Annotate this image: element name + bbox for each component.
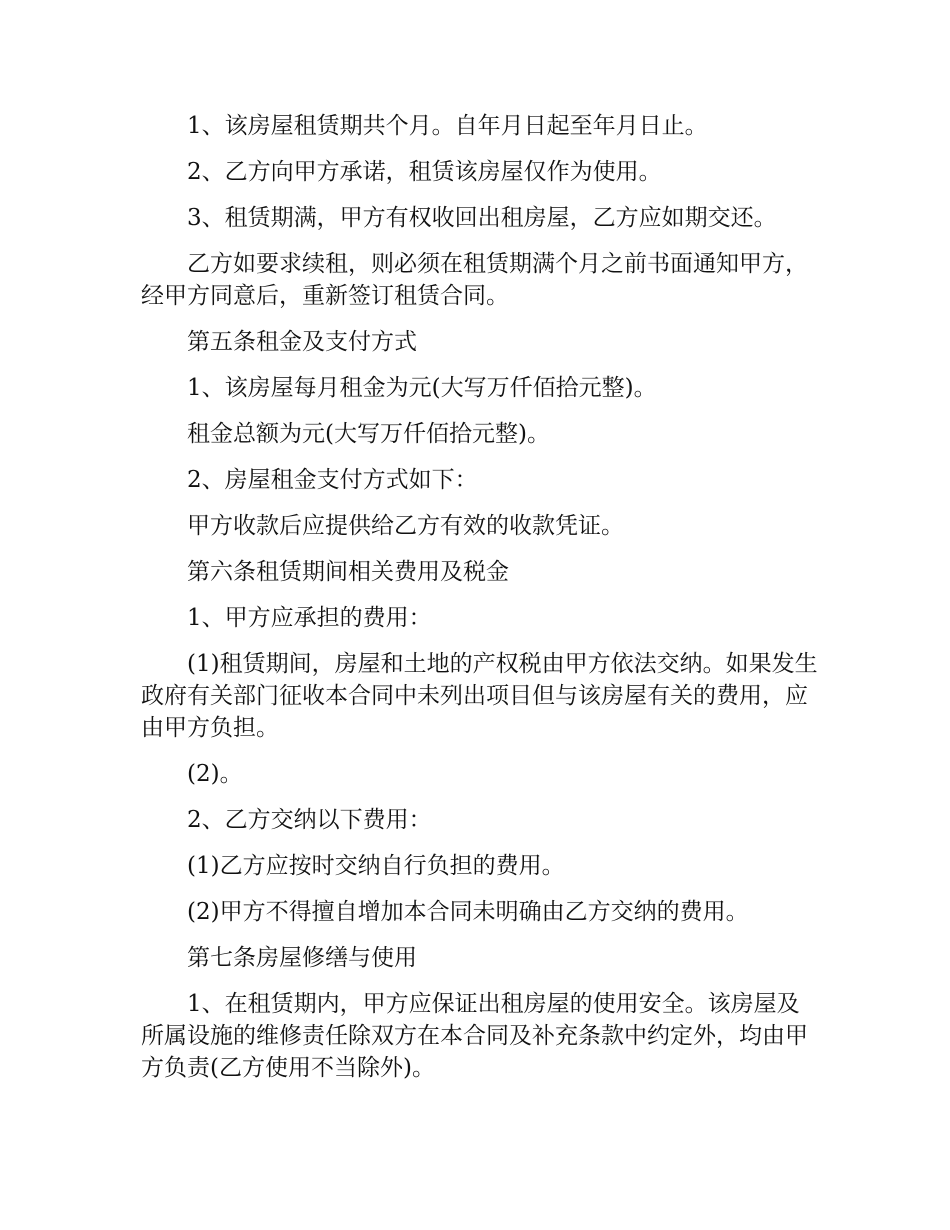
article-heading: 第六条租赁期间相关费用及税金 <box>187 559 509 585</box>
clause-paragraph: (2)。 <box>187 761 243 787</box>
clause-paragraph: 1、该房屋租赁期共个月。自年月日起至年月日止。 <box>187 113 708 139</box>
clause-paragraph: (2)甲方不得擅自增加本合同未明确由乙方交纳的费用。 <box>187 899 749 925</box>
clause-paragraph: 1、在租赁期内，甲方应保证出租房屋的使用安全。该房屋及所属设施的维修责任除双方在本合同及补充条款中约定外，均由甲方负责(乙方使用不当除外)。 <box>141 991 808 1081</box>
article-heading: 第七条房屋修缮与使用 <box>187 945 417 971</box>
clause-paragraph: 乙方如要求续租，则必须在租赁期满个月之前书面通知甲方，经甲方同意后，重新签订租赁合同。 <box>141 251 808 309</box>
document-body <box>141 110 821 1098</box>
clause-paragraph: 2、乙方交纳以下费用： <box>187 807 432 833</box>
clause-paragraph: (1)乙方应按时交纳自行负担的费用。 <box>187 853 565 879</box>
clause-paragraph: 2、房屋租金支付方式如下： <box>187 467 478 493</box>
clause-paragraph: (1)租赁期间，房屋和土地的产权税由甲方依法交纳。如果发生政府有关部门征收本合同中未列出项目但与该房屋有关的费用，应由甲方负担。 <box>141 651 818 741</box>
article-heading: 第五条租金及支付方式 <box>187 329 417 355</box>
clause-paragraph: 1、该房屋每月租金为元(大写万仟佰拾元整)。 <box>187 375 657 401</box>
clause-paragraph: 甲方收款后应提供给乙方有效的收款凭证。 <box>187 513 624 539</box>
clause-paragraph: 2、乙方向甲方承诺，租赁该房屋仅作为使用。 <box>187 159 662 185</box>
clause-paragraph: 1、甲方应承担的费用： <box>187 605 432 631</box>
clause-paragraph: 租金总额为元(大写万仟佰拾元整)。 <box>187 421 550 447</box>
clause-paragraph: 3、租赁期满，甲方有权收回出租房屋，乙方应如期交还。 <box>187 205 777 231</box>
